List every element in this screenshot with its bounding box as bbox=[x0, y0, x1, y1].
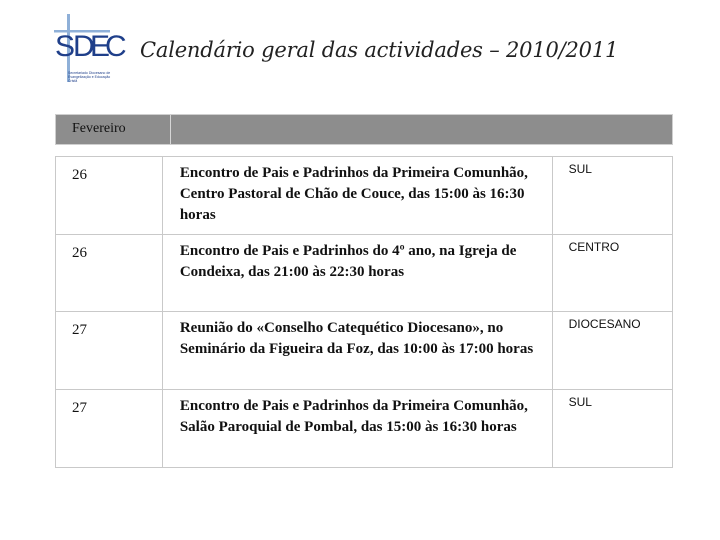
events-table bbox=[55, 156, 673, 468]
event-day: 26 bbox=[56, 157, 163, 235]
event-region: DIOCESANO bbox=[552, 312, 672, 390]
event-region: CENTRO bbox=[552, 235, 672, 312]
table-row bbox=[56, 157, 673, 235]
event-region: SUL bbox=[552, 390, 672, 468]
event-description: Encontro de Pais e Padrinhos da Primeira Comunhão, Salão Paroquial de Pombal, das 15:00 às 16:30 horas bbox=[162, 390, 552, 468]
event-description: Encontro de Pais e Padrinhos da Primeira Comunhão, Centro Pastoral de Chão de Couce, das 15:00 às 16:30 horas bbox=[162, 157, 552, 235]
event-day: 27 bbox=[56, 312, 163, 390]
table-row bbox=[56, 390, 673, 468]
event-description: Encontro de Pais e Padrinhos do 4º ano, na Igreja de Condeixa, das 21:00 às 22:30 horas bbox=[162, 235, 552, 312]
svg-text:E: E bbox=[90, 30, 111, 63]
month-header-bar bbox=[55, 114, 673, 145]
event-region: SUL bbox=[552, 157, 672, 235]
month-label: Fevereiro bbox=[72, 121, 126, 136]
svg-text:D: D bbox=[73, 30, 95, 63]
svg-text:C: C bbox=[105, 30, 127, 63]
month-label-cell bbox=[56, 115, 171, 144]
svg-text:S: S bbox=[55, 30, 75, 63]
table-row bbox=[56, 235, 673, 312]
page-title: Calendário geral das actividades – 2010/2011 bbox=[140, 38, 619, 62]
logo-caption: Secretariado Diocesano de Evangelização e Educação Cristã bbox=[68, 71, 111, 83]
event-day: 27 bbox=[56, 390, 163, 468]
table-row bbox=[56, 312, 673, 390]
event-day: 26 bbox=[56, 235, 163, 312]
event-description: Reunião do «Conselho Catequético Diocesano», no Seminário da Figueira da Foz, das 10:00 às 17:00 horas bbox=[162, 312, 552, 390]
